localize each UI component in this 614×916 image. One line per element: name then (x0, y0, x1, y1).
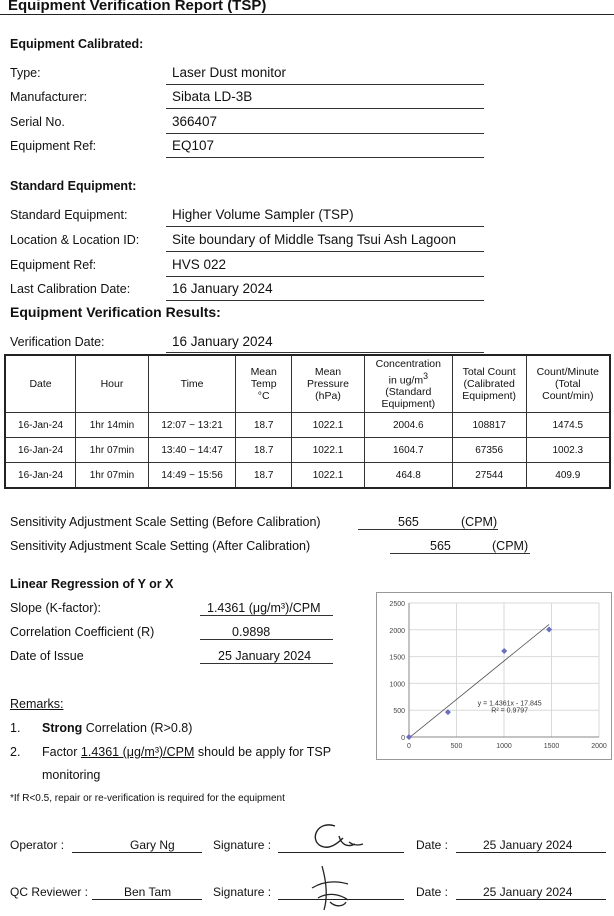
manufacturer-value: Sibata LD-3B (172, 89, 253, 104)
verification-table (4, 354, 611, 489)
operator-name-line (72, 852, 202, 853)
table-row (5, 463, 610, 489)
header-mean-temp: Mean Temp °C (236, 355, 292, 413)
data-point (406, 734, 412, 740)
standard-equipment-heading: Standard Equipment: (10, 179, 137, 193)
trendline-equation: y = 1.4361x - 17.845 (477, 700, 542, 708)
cell: 18.7 (236, 413, 292, 438)
x-tick-label: 0 (407, 743, 411, 750)
location-value: Site boundary of Middle Tsang Tsui Ash Lagoon (172, 232, 456, 247)
x-tick-label: 1500 (543, 743, 560, 750)
equipment-ref-label: Equipment Ref: (10, 139, 97, 153)
cell: 16-Jan-24 (5, 438, 76, 463)
operator-signature-label: Signature : (213, 838, 272, 852)
slope-label: Slope (K-factor): (10, 601, 102, 615)
last-calibration-value: 16 January 2024 (172, 281, 273, 296)
operator-date-label: Date : (416, 838, 449, 852)
type-underline (166, 84, 484, 85)
x-tick-label: 1000 (496, 743, 512, 750)
cell: 1022.1 (292, 463, 365, 489)
verification-date-label: Verification Date: (10, 335, 105, 349)
data-point (501, 648, 507, 654)
cell: 16-Jan-24 (5, 463, 76, 489)
header-count-minute: Count/Minute (Total Count/min) (526, 355, 610, 413)
header-time: Time (148, 355, 236, 413)
cell: 1022.1 (292, 413, 365, 438)
slope-underline (200, 615, 333, 616)
y-tick-label: 2500 (389, 601, 405, 608)
cell: 1002.3 (526, 438, 610, 463)
qc-date: 25 January 2024 (483, 885, 573, 899)
equipment-ref-underline (166, 157, 484, 158)
regression-heading: Linear Regression of Y or X (10, 577, 174, 591)
correlation-label: Correlation Coefficient (R) (10, 625, 155, 639)
header-hour: Hour (76, 355, 149, 413)
sensitivity-after-label: Sensitivity Adjustment Scale Setting (After Calibration) (10, 539, 311, 553)
serial-value: 366407 (172, 114, 218, 129)
cell: 18.7 (236, 438, 292, 463)
qc-date-line (456, 899, 606, 900)
remark-1-text: Correlation (R>0.8) (85, 721, 193, 735)
y-tick-label: 500 (393, 708, 405, 716)
cell: 16-Jan-24 (5, 413, 76, 438)
std-ref-label: Equipment Ref: (10, 258, 97, 272)
qc-signature-label: Signature : (213, 885, 272, 899)
y-tick-label: 1500 (389, 654, 405, 662)
correlation-value: 0.9898 (232, 625, 271, 639)
remarks-note: *If R<0.5, repair or re-verification is required for the equipment (10, 793, 285, 804)
table-header-row (5, 355, 610, 413)
last-calibration-underline (166, 300, 484, 301)
cell: 1hr 07min (76, 438, 149, 463)
header-concentration: Concentration in $ug/m^3$ (Standard Equipment) (364, 355, 452, 413)
title-rule (0, 14, 614, 15)
trendline (409, 624, 549, 737)
cell: 12:07 ~ 13:21 (148, 413, 236, 438)
cell: 18.7 (236, 463, 292, 489)
qc-date-label: Date : (416, 885, 449, 899)
x-tick-label: 500 (450, 743, 463, 750)
cell: 1hr 14min (76, 413, 149, 438)
correlation-underline (200, 639, 333, 640)
cell: 1604.7 (364, 438, 452, 463)
cell: 13:40 ~ 14:47 (148, 438, 236, 463)
y-tick-label: 0 (401, 735, 405, 742)
sensitivity-before-label: Sensitivity Adjustment Scale Setting (Before Calibration) (10, 515, 321, 529)
remark-2-factor: 1.4361 (μg/m³)/CPM (80, 745, 195, 759)
equipment-calibrated-heading: Equipment Calibrated: (10, 37, 144, 51)
slope-value: 1.4361 (μg/m³)/CPM (207, 601, 321, 615)
header-mean-pressure: Mean Pressure (hPa) (292, 355, 365, 413)
cell: 464.8 (364, 463, 452, 489)
qc-name-line (92, 899, 202, 900)
cell: 409.9 (526, 463, 610, 489)
manufacturer-underline (166, 108, 484, 109)
operator-name: Gary Ng (130, 838, 175, 852)
qc-signature (300, 862, 360, 914)
cell: 1022.1 (292, 438, 365, 463)
std-ref-value: HVS 022 (172, 257, 227, 272)
type-value: Laser Dust monitor (172, 65, 287, 80)
header-total-count: Total Count (Calibrated Equipment) (452, 355, 526, 413)
sensitivity-before-unit: (CPM) (461, 515, 498, 529)
regression-chart (376, 592, 612, 760)
header-date: Date (5, 355, 76, 413)
verification-date-underline (166, 352, 484, 353)
remark-2-text-c: should be apply for TSP (194, 745, 332, 759)
std-equipment-value: Higher Volume Sampler (TSP) (172, 207, 354, 222)
cell: 1474.5 (526, 413, 610, 438)
qc-label: QC Reviewer : (10, 885, 89, 899)
report-title: Equipment Verification Report (TSP) (8, 0, 267, 14)
trendline-r2: R² = 0.9797 (491, 707, 529, 715)
operator-date-line (456, 852, 606, 853)
cell: 27544 (452, 463, 526, 489)
manufacturer-label: Manufacturer: (10, 90, 88, 104)
cell: 14:49 ~ 15:56 (148, 463, 236, 489)
cell: 1hr 07min (76, 463, 149, 489)
issue-date-value: 25 January 2024 (218, 649, 312, 663)
table-row (5, 438, 610, 463)
type-label: Type: (10, 66, 41, 80)
issue-date-label: Date of Issue (10, 649, 84, 663)
std-ref-underline (166, 276, 484, 277)
serial-label: Serial No. (10, 115, 65, 129)
location-underline (166, 251, 484, 252)
operator-signature (305, 818, 365, 854)
remark-2-text-d: monitoring (42, 768, 101, 782)
remark-2-text-a: Factor (42, 745, 81, 759)
chart-svg (377, 593, 611, 759)
operator-label: Operator : (10, 838, 65, 852)
sensitivity-before-underline (358, 529, 498, 530)
sensitivity-after-underline (390, 553, 530, 554)
sensitivity-before-value: 565 (398, 515, 419, 529)
remark-1-number: 1. (10, 721, 21, 735)
operator-date: 25 January 2024 (483, 838, 573, 852)
remarks-heading: Remarks: (10, 697, 64, 711)
qc-name: Ben Tam (124, 885, 172, 899)
cell: 108817 (452, 413, 526, 438)
issue-date-underline (200, 663, 333, 664)
std-equipment-underline (166, 226, 484, 227)
y-tick-label: 2000 (389, 627, 405, 635)
last-calibration-label: Last Calibration Date: (10, 282, 131, 296)
cell: 2004.6 (364, 413, 452, 438)
sensitivity-after-unit: (CPM) (492, 539, 529, 553)
sensitivity-after-value: 565 (430, 539, 451, 553)
remark-1-bold: Strong (42, 721, 83, 735)
equipment-ref-value: EQ107 (172, 138, 215, 153)
table-row (5, 413, 610, 438)
serial-underline (166, 133, 484, 134)
y-tick-label: 1000 (389, 681, 405, 689)
verification-results-heading: Equipment Verification Results: (10, 304, 221, 320)
x-tick-label: 2000 (591, 743, 607, 750)
remark-2-number: 2. (10, 745, 21, 759)
cell: 67356 (452, 438, 526, 463)
verification-date-value: 16 January 2024 (172, 334, 273, 349)
location-label: Location & Location ID: (10, 233, 140, 247)
std-equipment-label: Standard Equipment: (10, 208, 128, 222)
